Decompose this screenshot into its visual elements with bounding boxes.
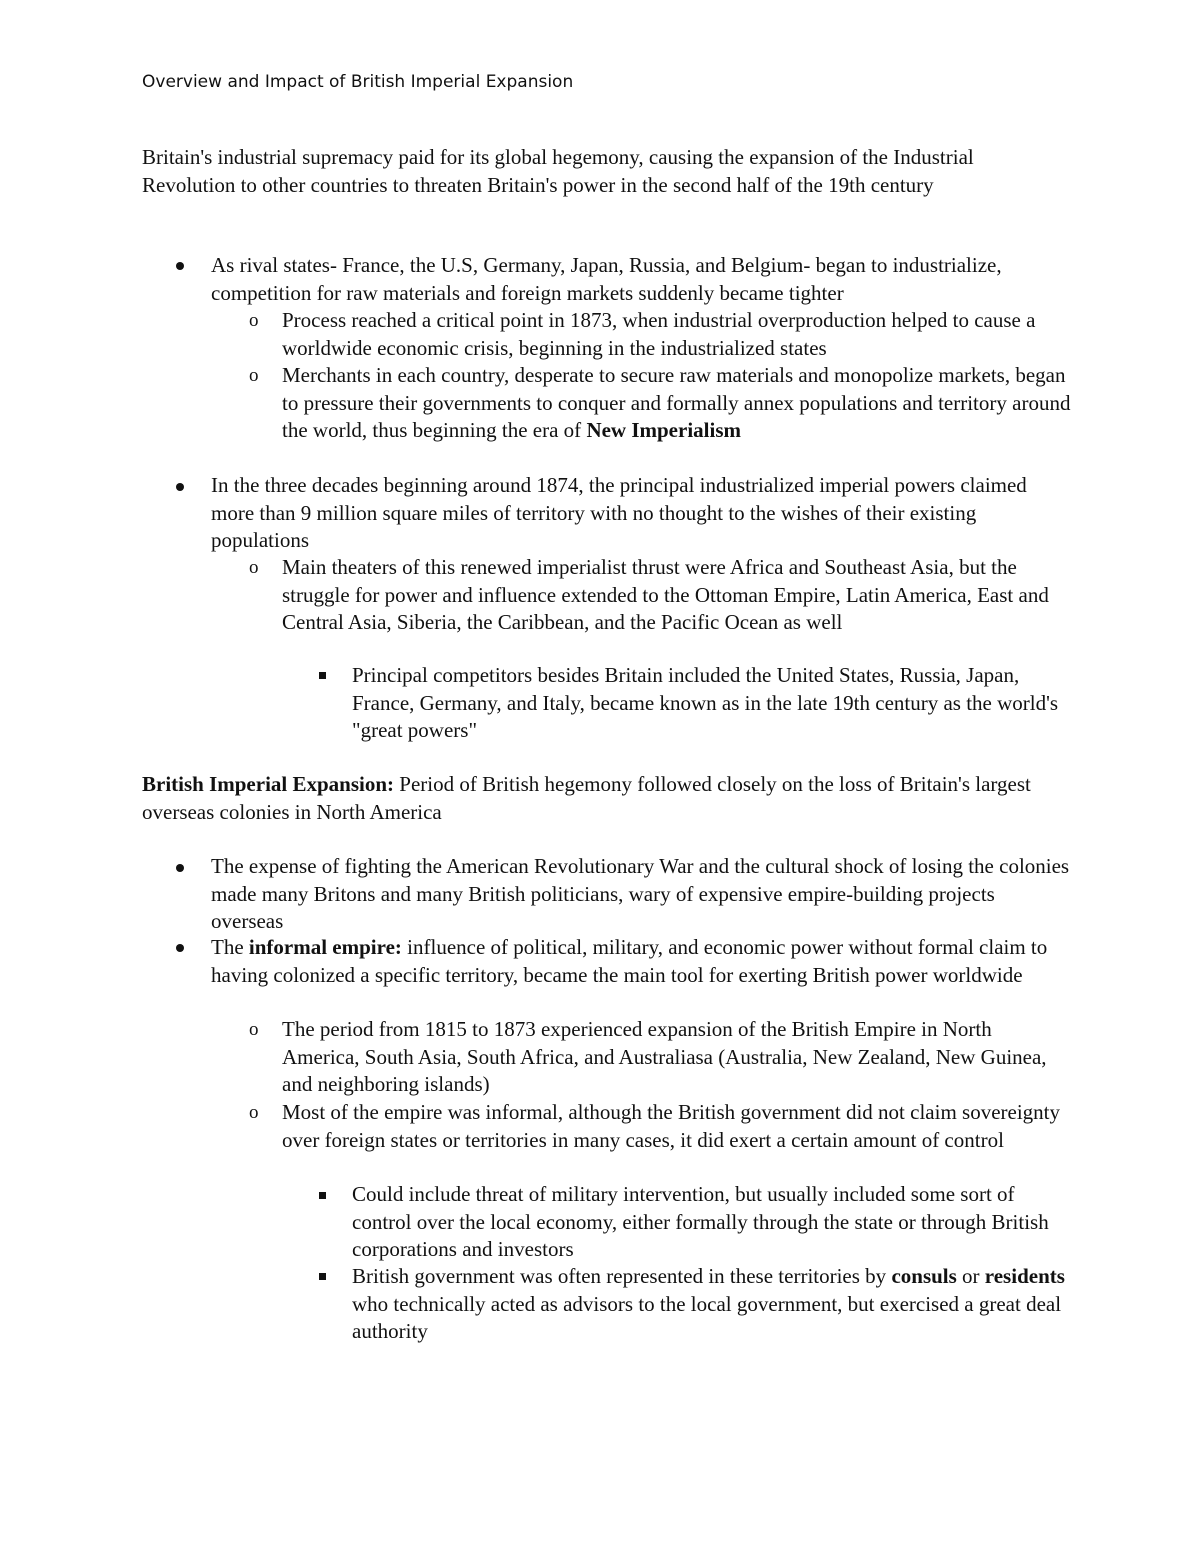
list-item-level1 <box>211 252 1071 307</box>
hollow-circle-bullet-icon: o <box>249 1019 259 1040</box>
bullet-dot-icon <box>176 483 184 491</box>
square-bullet-icon <box>319 672 326 679</box>
hollow-circle-bullet-icon: o <box>249 1102 259 1123</box>
list-item-text: Most of the empire was informal, although the British government did not claim sovereignty over foreign states or territories in many cases, it did exert a certain amount of control <box>282 1100 1061 1152</box>
hollow-circle-bullet-icon: o <box>249 557 259 578</box>
list-item-text: Could include threat of military intervention, but usually included some sort of control over the local economy, either formally through the state or through British corporations and investors <box>352 1182 1049 1261</box>
section-heading-text: Period of British hegemony followed closely on the loss of Britain's largest overseas colonies in North America <box>142 772 1031 824</box>
list-item-level3 <box>352 1263 1072 1346</box>
square-bullet-icon <box>319 1192 326 1199</box>
list-item-text: Principal competitors besides Britain included the United States, Russia, Japan, France, Germany, and Italy, became known as in the late 19th century as the world's "great powers" <box>352 663 1059 742</box>
list-item-text: who technically acted as advisors to the local government, but exercised a great deal authority <box>352 1291 1062 1343</box>
list-item-level3 <box>352 662 1072 745</box>
square-bullet-icon <box>319 1273 326 1280</box>
list-item-text: The expense of fighting the American Revolutionary War and the cultural shock of losing the colonies made many Britons and many British politicians, wary of expensive empire-building projects overseas <box>211 854 1070 933</box>
list-item-text: Main theaters of this renewed imperialist thrust were Africa and Southeast Asia, but the struggle for power and influence extended to the Ottoman Empire, Latin America, East and Central Asia, Siberia, the Caribbean, and the Pacific Ocean as well <box>282 555 1049 634</box>
bold-term: residents <box>984 1264 1065 1288</box>
bold-term: New Imperialism <box>586 418 741 442</box>
list-item-text: Merchants in each country, desperate to secure raw materials and monopolize markets, began to pressure their governments to conquer and formally annex populations and territory around the world, thus beginning the era of <box>282 363 1071 442</box>
list-item-level2 <box>282 307 1072 362</box>
list-item-level2 <box>282 1016 1072 1099</box>
intro-text: Britain's industrial supremacy paid for its global hegemony, causing the expansion of the Industrial Revolution to other countries to threaten Britain's power in the second half of the 19th century <box>142 145 974 197</box>
section-heading: British Imperial Expansion: <box>142 772 395 796</box>
list-item-text: In the three decades beginning around 1874, the principal industrialized imperial powers claimed more than 9 million square miles of territory with no thought to the wishes of their existing populations <box>211 473 1027 552</box>
list-item-level1 <box>211 934 1071 989</box>
list-item-text: The period from 1815 to 1873 experienced expansion of the British Empire in North America, South Asia, South Africa, and Australiasa (Australia, New Zealand, New Guinea, and neighboring islands) <box>282 1017 1047 1096</box>
list-item-text: Process reached a critical point in 1873, when industrial overproduction helped to cause a worldwide economic crisis, beginning in the industrialized states <box>282 308 1036 360</box>
list-item-level3 <box>352 1181 1072 1264</box>
list-item-level2 <box>282 1099 1072 1154</box>
list-item-level1 <box>211 472 1071 555</box>
list-item-level2 <box>282 554 1072 637</box>
section-heading-paragraph <box>142 771 1072 826</box>
bold-term: informal empire: <box>248 935 402 959</box>
list-item-text: The <box>211 935 249 959</box>
hollow-circle-bullet-icon: o <box>249 310 259 331</box>
list-item-text: As rival states- France, the U.S, Germany, Japan, Russia, and Belgium- began to industrialize, competition for raw materials and foreign markets suddenly became tighter <box>211 253 1002 305</box>
bullet-dot-icon <box>176 864 184 872</box>
intro-paragraph <box>142 144 1072 199</box>
list-item-text: British government was often represented in these territories by <box>352 1264 892 1288</box>
list-item-text: or <box>956 1264 985 1288</box>
hollow-circle-bullet-icon: o <box>249 365 259 386</box>
bullet-dot-icon <box>176 944 184 952</box>
bold-term: consuls <box>891 1264 957 1288</box>
list-item-level2 <box>282 362 1072 445</box>
bullet-dot-icon <box>176 262 184 270</box>
document-title: Overview and Impact of British Imperial Expansion <box>142 72 574 92</box>
list-item-level1 <box>211 853 1071 936</box>
list-item-text: influence of political, military, and economic power without formal claim to having colonized a specific territory, became the main tool for exerting British power worldwide <box>211 935 1048 987</box>
